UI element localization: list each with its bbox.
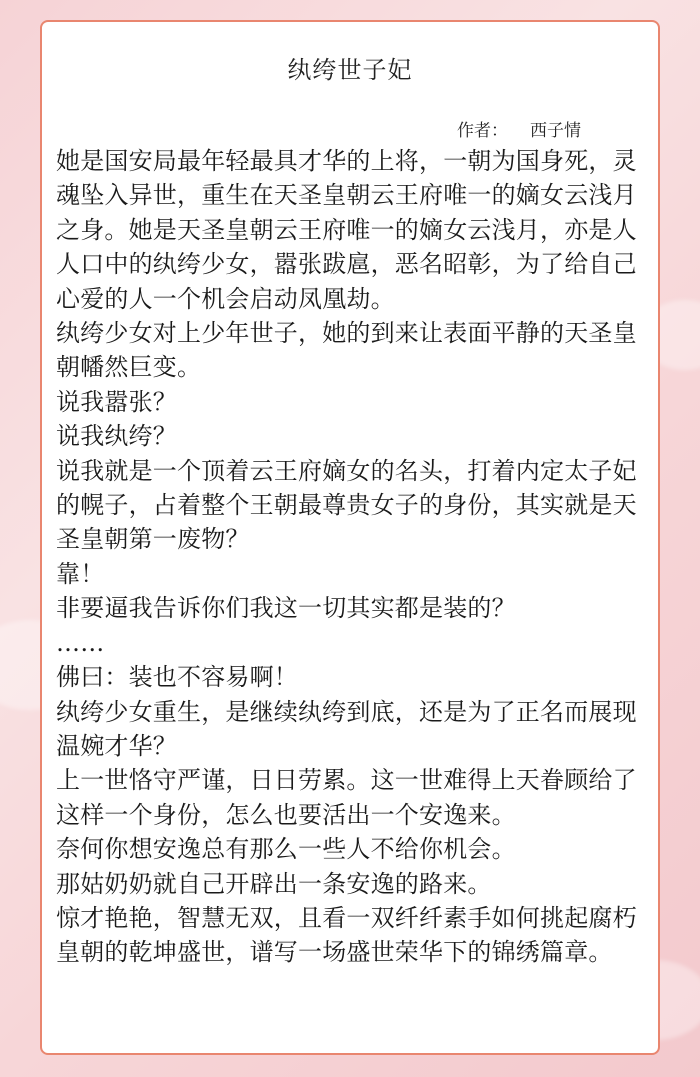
paragraph: 说我就是一个顶着云王府嫡女的名头，打着内定太子妃的幌子，占着整个王朝最尊贵女子的身份，其实就是天圣皇朝第一废物？ <box>56 456 637 554</box>
synopsis-body <box>56 144 658 970</box>
paragraph: 说我嚣张？ <box>56 387 177 416</box>
book-title: 纨绔世子妃 <box>287 56 413 84</box>
paragraph: 惊才艳艳，智慧无双，且看一双纤纤素手如何挑起腐朽皇朝的乾坤盛世，谱写一场盛世荣华下的锦绣篇章。 <box>56 903 637 967</box>
paragraph: …… <box>56 628 105 657</box>
paragraph: 那姑奶奶就自己开辟出一条安逸的路来。 <box>56 869 492 898</box>
paragraph: 奈何你想安逸总有那么一些人不给你机会。 <box>56 835 516 864</box>
paragraph: 非要逼我告诉你们我这一切其实都是装的？ <box>56 594 516 623</box>
paragraph: 纨绔少女重生，是继续纨绔到底，还是为了正名而展现温婉才华？ <box>56 697 637 760</box>
paragraph: 上一世恪守严谨，日日劳累。这一世难得上天眷顾给了这样一个身份，怎么也要活出一个安逸来。 <box>56 766 637 829</box>
author-label: 作者： <box>457 121 508 141</box>
author-name: 西子情 <box>530 121 581 141</box>
paragraph: 她是国安局最年轻最具才华的上将，一朝为国身死，灵魂坠入异世，重生在天圣皇朝云王府唯一的嫡女云浅月之身。她是天圣皇朝云王府唯一的嫡女云浅月，亦是人人口中的纨绔少女，嚣张跋扈，恶名昭彰，为了给自己心爱的人一个机会启动凤凰劫。 <box>56 147 637 313</box>
author-line <box>457 116 581 141</box>
paragraph: 说我纨绔？ <box>56 422 177 451</box>
synopsis-card <box>40 20 660 1055</box>
paragraph: 纨绔少女对上少年世子，她的到来让表面平静的天圣皇朝幡然巨变。 <box>56 319 637 382</box>
paragraph: 靠！ <box>56 559 105 588</box>
paragraph: 佛曰：装也不容易啊！ <box>56 663 298 692</box>
